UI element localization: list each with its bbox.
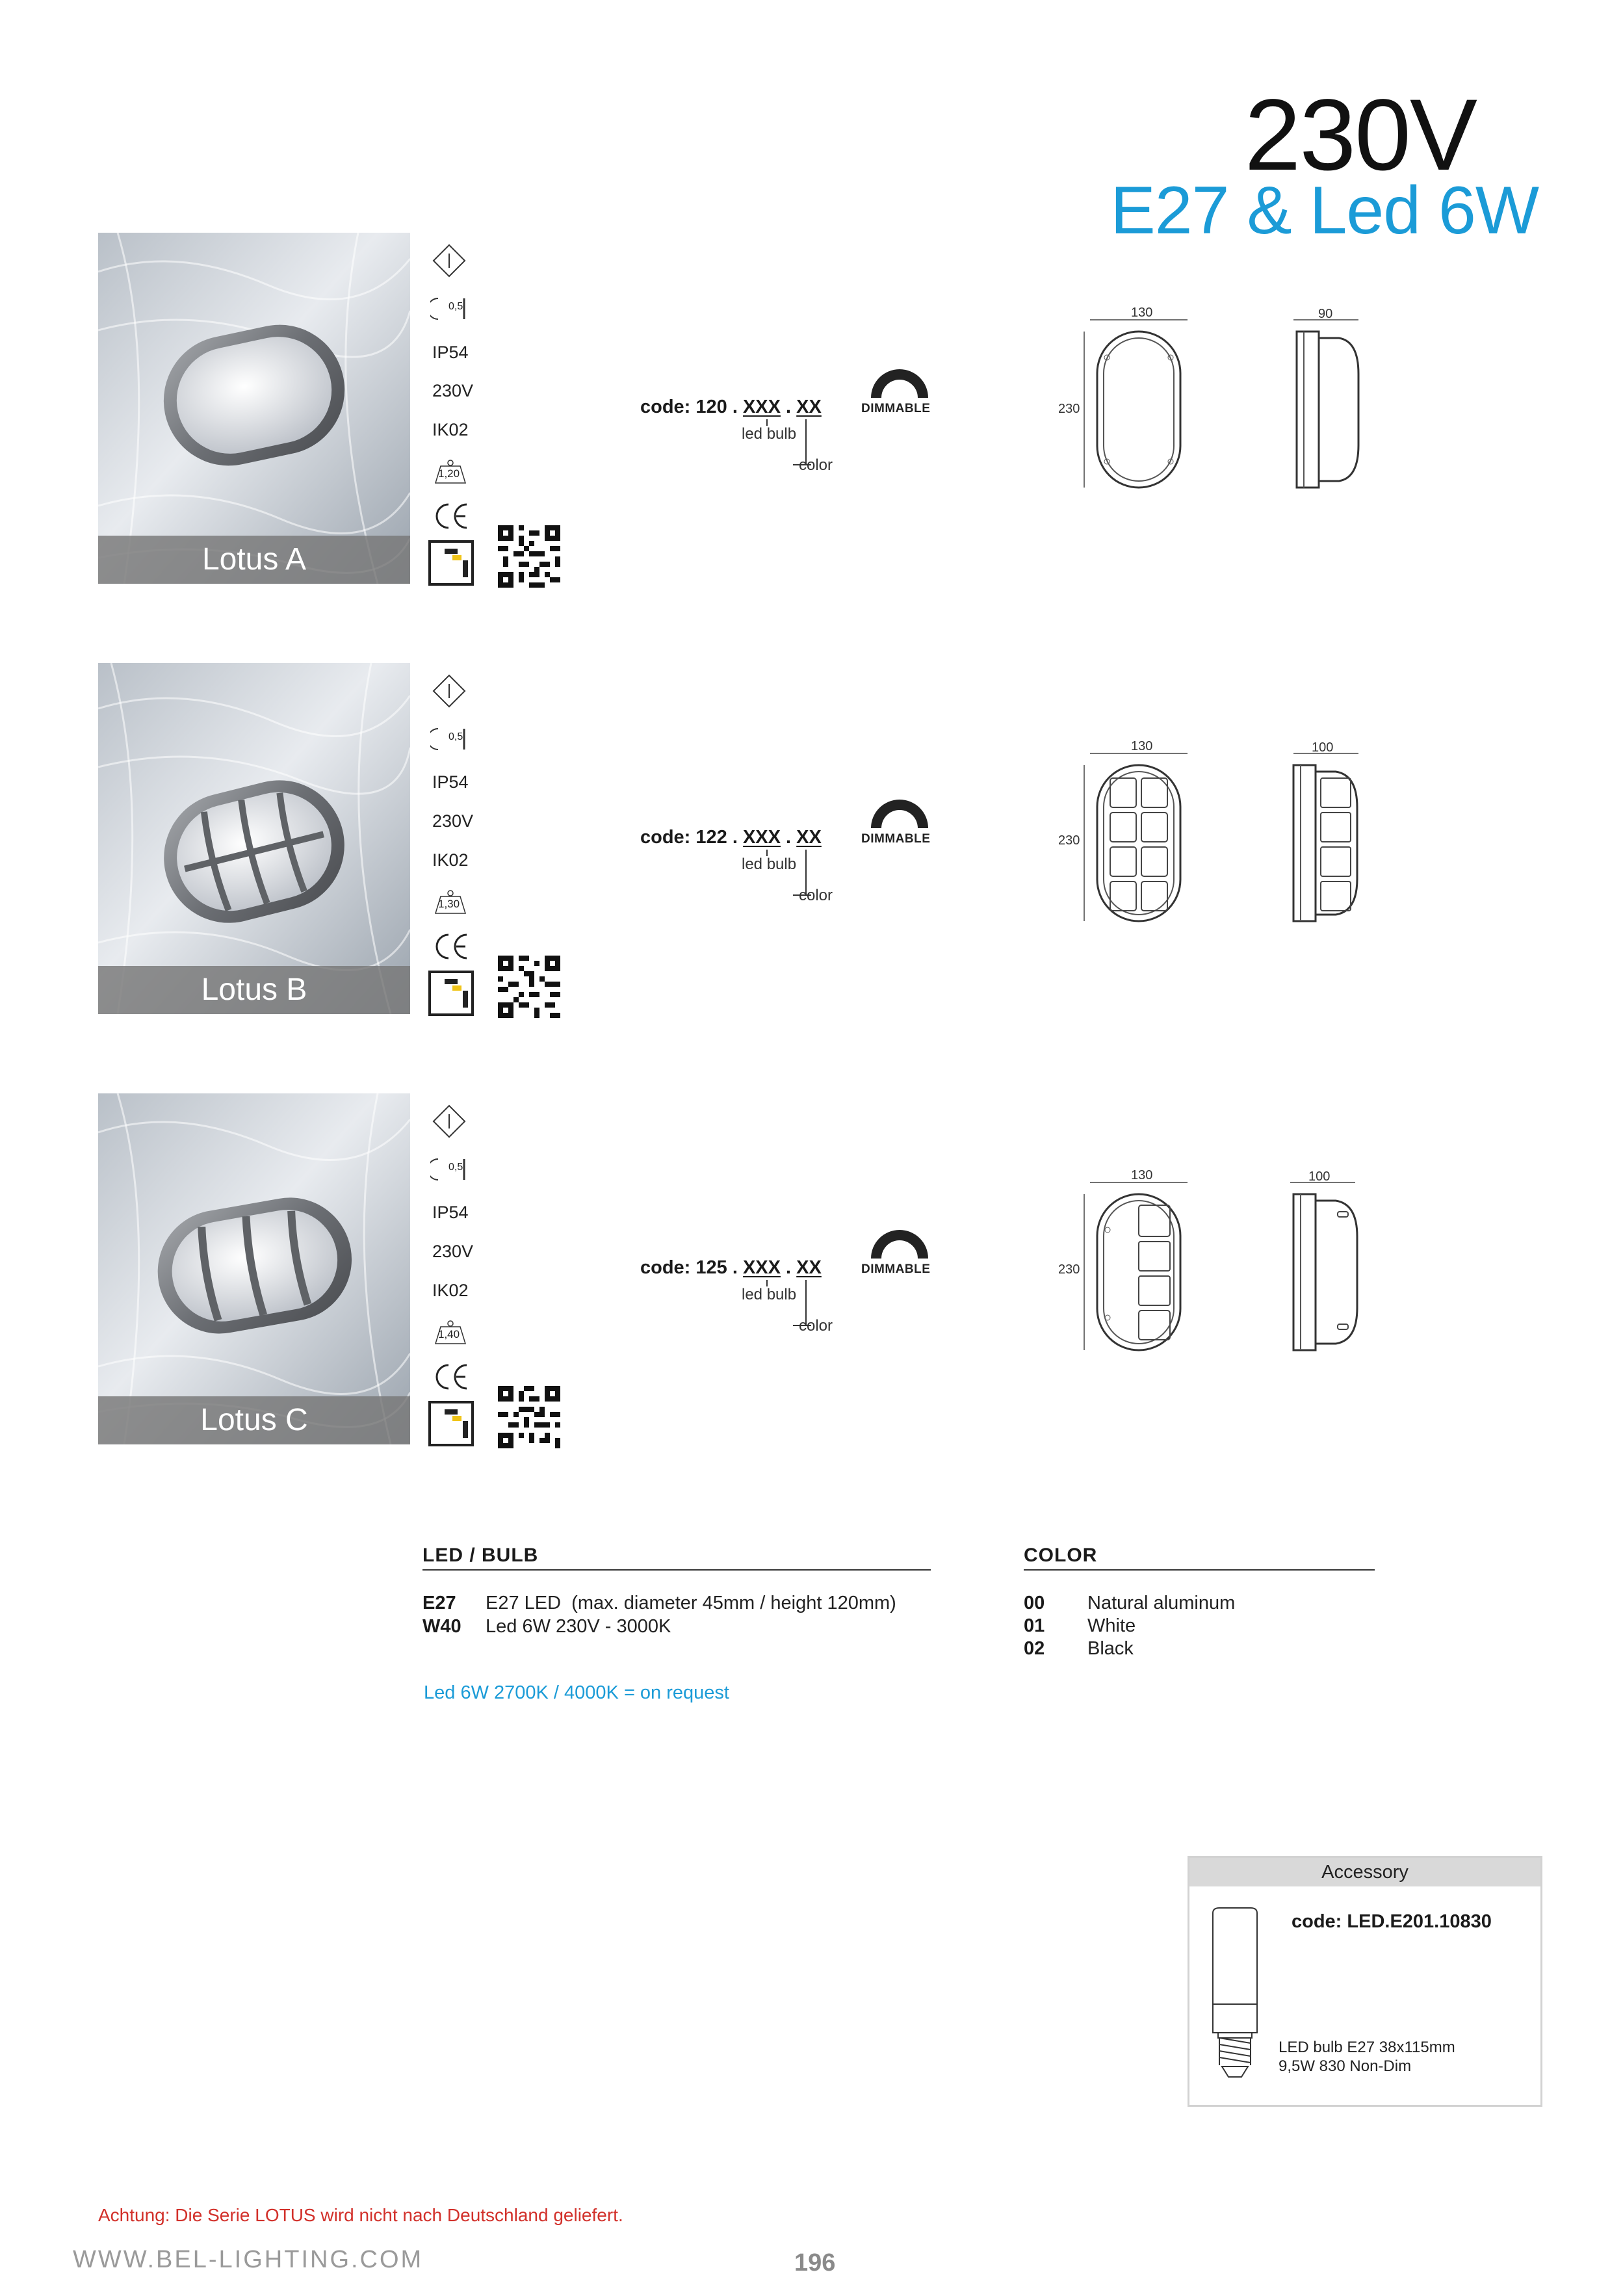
dimension-width: 130 [1131, 739, 1153, 753]
row-description: Black [1087, 1638, 1134, 1659]
row-code: E27 [422, 1593, 456, 1613]
dimmable-label: DIMMABLE [861, 1262, 931, 1276]
dimension-depth: 90 [1318, 307, 1333, 321]
list-item [1024, 1615, 1235, 1638]
dimmable-icon [864, 793, 936, 829]
technical-drawing-lotus-c [1066, 1165, 1417, 1360]
product-code: code: 125 . XXX . XX [640, 1257, 822, 1278]
row-code: 02 [1024, 1638, 1045, 1659]
dimension-height: 230 [1058, 833, 1080, 848]
class-ii-insulation-icon [430, 242, 468, 280]
dimmable-icon [864, 1223, 936, 1260]
ce-mark-icon [432, 1361, 471, 1392]
ip-rating: IP54 [432, 1203, 469, 1222]
class-ii-insulation-icon [430, 1102, 468, 1140]
qr-code-icon[interactable] [498, 1386, 560, 1448]
row-description: Led 6W 230V - 3000K [486, 1616, 671, 1637]
class-ii-insulation-icon [430, 672, 468, 710]
list-item [422, 1593, 896, 1616]
dimension-depth: 100 [1312, 740, 1334, 755]
page-subtitle: E27 & Led 6W [1110, 173, 1539, 248]
accessory-title: Accessory [1189, 1858, 1540, 1886]
ip-rating: IP54 [432, 343, 469, 362]
energy-label-icon [428, 540, 474, 586]
color-label: color [799, 456, 833, 474]
led-bulb-label: led bulb [742, 1286, 797, 1303]
row-code: 01 [1024, 1615, 1045, 1636]
led-bulb-section-title: LED / BULB [422, 1545, 539, 1566]
ik-rating: IK02 [432, 1281, 469, 1300]
row-description: White [1087, 1615, 1136, 1636]
lamp-distance-value: 0,5 [448, 1162, 463, 1173]
color-label: color [799, 887, 833, 904]
product-photo-lotus-a [98, 233, 410, 584]
product-photo-lotus-b [98, 663, 410, 1014]
lamp-distance-value: 0,5 [448, 301, 463, 312]
ce-mark-icon [432, 931, 471, 962]
dimmable-label: DIMMABLE [861, 832, 931, 846]
list-item [1024, 1593, 1235, 1615]
color-divider [1024, 1569, 1375, 1571]
color-label: color [799, 1317, 833, 1335]
led-bulb-icon [1204, 1907, 1266, 2082]
accessory-desc-line: 9,5W 830 Non-Dim [1279, 2057, 1412, 2075]
dimension-height: 230 [1058, 402, 1080, 416]
technical-drawing-lotus-a [1066, 302, 1417, 497]
led-bulb-label: led bulb [742, 425, 797, 443]
accessory-desc-line: LED bulb E27 38x115mm [1279, 2039, 1455, 2056]
ip-rating: IP54 [432, 772, 469, 792]
lamp-distance-value: 0,5 [448, 731, 463, 742]
dimension-depth: 100 [1308, 1169, 1331, 1184]
product-name-label: Lotus C [98, 1396, 410, 1444]
weight-value: 1,30 [438, 898, 460, 910]
list-item [1024, 1638, 1235, 1661]
dimmable-icon [864, 363, 936, 399]
dimension-width: 130 [1131, 1168, 1153, 1182]
led-bulb-divider [422, 1569, 931, 1571]
accessory-description [1279, 2039, 1455, 2076]
row-code: 00 [1024, 1593, 1045, 1613]
voltage-rating: 230V [432, 1242, 474, 1261]
led-request-note: Led 6W 2700K / 4000K = on request [424, 1682, 729, 1703]
voltage-rating: 230V [432, 811, 474, 831]
dimension-width: 130 [1131, 306, 1153, 320]
row-code: W40 [422, 1616, 461, 1637]
energy-label-icon [428, 1400, 474, 1447]
shipping-warning: Achtung: Die Serie LOTUS wird nicht nach Deutschland geliefert. [98, 2205, 623, 2225]
energy-label-icon [428, 970, 474, 1017]
led-bulb-list [422, 1593, 896, 1639]
website-link[interactable]: WWW.BEL-LIGHTING.COM [73, 2246, 424, 2273]
product-code: code: 120 . XXX . XX [640, 397, 822, 417]
led-bulb-label: led bulb [742, 855, 797, 873]
row-description: E27 LED (max. diameter 45mm / height 120mm) [486, 1593, 896, 1613]
product-code: code: 122 . XXX . XX [640, 827, 822, 848]
ce-mark-icon [432, 501, 471, 532]
page-number: 196 [794, 2249, 836, 2276]
accessory-code: code: LED.E201.10830 [1292, 1911, 1492, 1932]
list-item [422, 1616, 896, 1639]
weight-value: 1,40 [438, 1328, 460, 1340]
qr-code-icon[interactable] [498, 525, 560, 588]
color-section-title: COLOR [1024, 1545, 1098, 1566]
product-photo-lotus-c [98, 1093, 410, 1444]
technical-drawing-lotus-b [1066, 736, 1417, 931]
voltage-rating: 230V [432, 381, 474, 400]
page-voltage-title: 230V [1244, 79, 1476, 192]
color-list [1024, 1593, 1235, 1661]
accessory-box [1188, 1856, 1542, 2107]
dimension-height: 230 [1058, 1262, 1080, 1277]
qr-code-icon[interactable] [498, 956, 560, 1018]
product-name-label: Lotus A [98, 536, 410, 584]
ik-rating: IK02 [432, 420, 469, 439]
dimmable-label: DIMMABLE [861, 402, 931, 415]
row-description: Natural aluminum [1087, 1593, 1236, 1613]
ik-rating: IK02 [432, 850, 469, 870]
weight-value: 1,20 [438, 467, 460, 480]
product-name-label: Lotus B [98, 966, 410, 1014]
